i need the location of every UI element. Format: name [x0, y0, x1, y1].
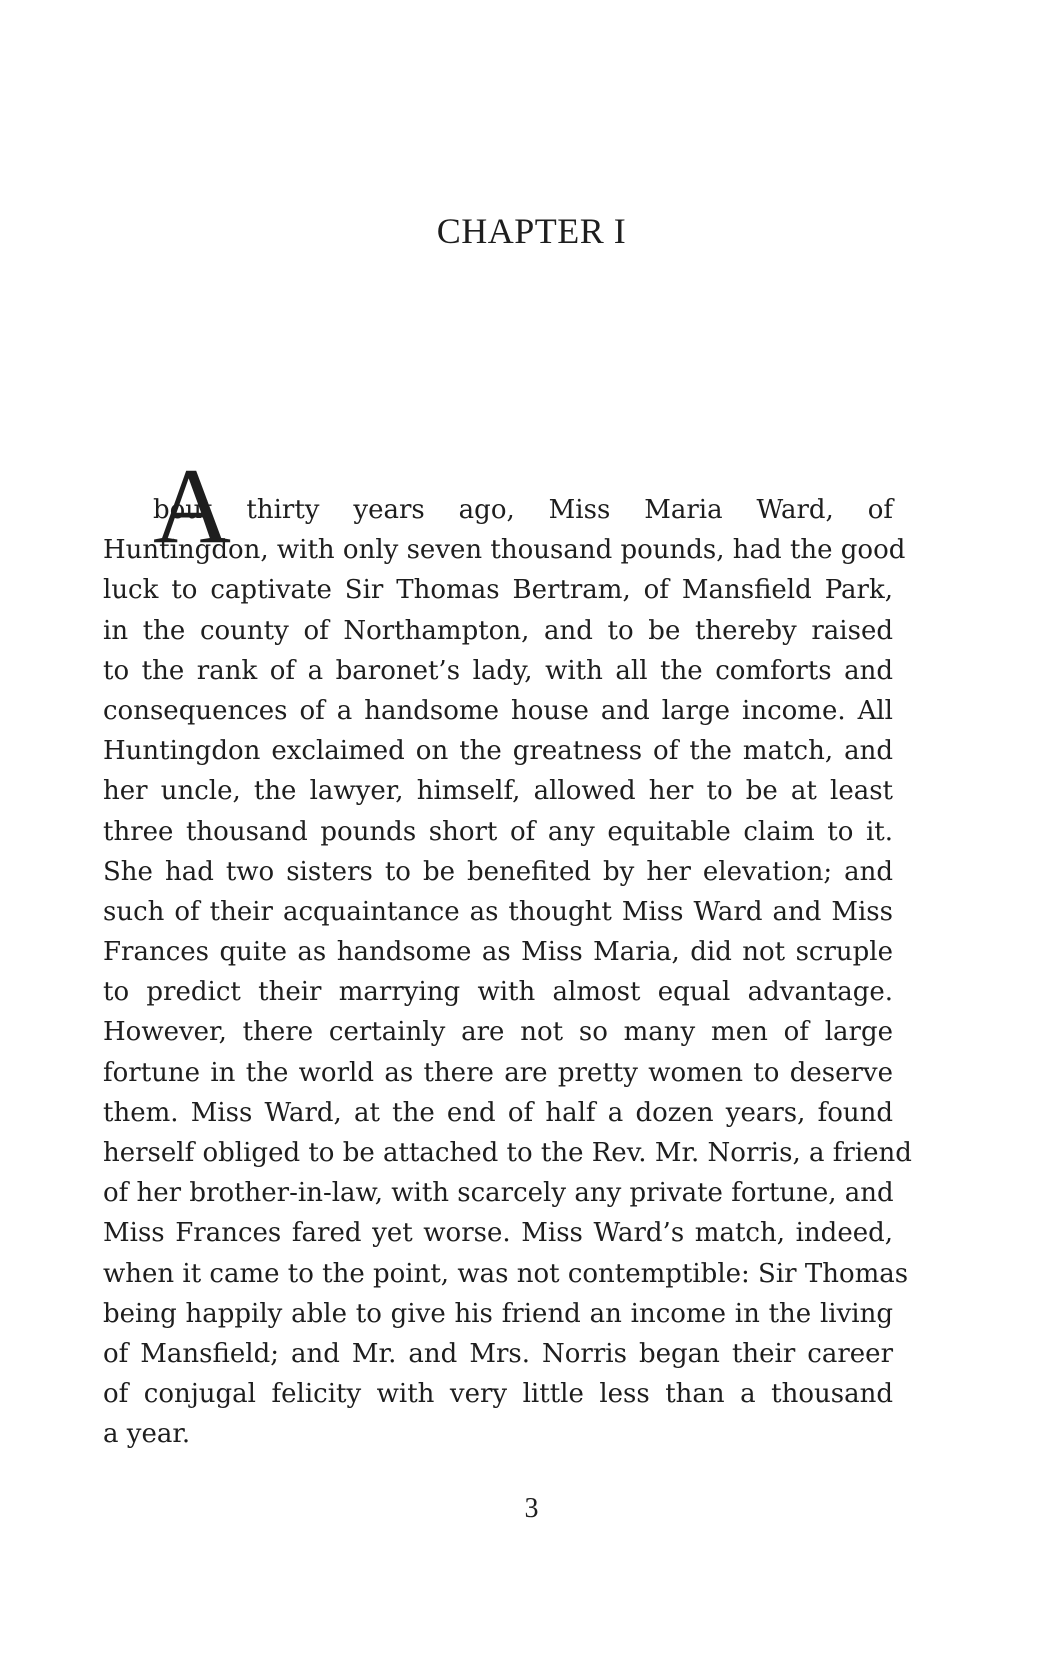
text-line: bout thirty years ago, Miss Maria Ward, of	[153, 495, 893, 525]
chapter-title: CHAPTER I	[436, 211, 627, 251]
text-line: Huntingdon, with only seven thousand pounds, had the good	[103, 535, 906, 566]
text-line: her uncle, the lawyer, himself, allowed her to be at least	[103, 776, 893, 807]
text-line: of her brother-in-law, with scarcely any private fortune, and	[103, 1178, 894, 1209]
text-line: luck to captivate Sir Thomas Bertram, of Mansfield Park,	[103, 575, 893, 606]
text-line: consequences of a handsome house and large income. All	[103, 695, 893, 726]
text-line: being happily able to give his friend an income in the living	[103, 1298, 893, 1329]
text-line: such of their acquaintance as thought Miss Ward and Miss	[103, 896, 893, 927]
text-line: of Mansfield; and Mr. and Mrs. Norris began their career	[103, 1338, 893, 1369]
text-line: to the rank of a baronet’s lady, with all the comforts and	[103, 655, 893, 686]
body-paragraph	[103, 447, 912, 1455]
text-line: Huntingdon exclaimed on the greatness of the match, and	[103, 736, 893, 767]
text-line: them. Miss Ward, at the end of half a dozen years, found	[103, 1097, 893, 1128]
page-number: 3	[524, 1493, 539, 1524]
text-line: to predict their marrying with almost equal advantage.	[103, 977, 893, 1008]
text-line: Miss Frances fared yet worse. Miss Ward’s match, indeed,	[103, 1218, 893, 1249]
text-line: fortune in the world as there are pretty women to deserve	[103, 1057, 893, 1088]
text-line: herself obliged to be attached to the Rev. Mr. Norris, a friend	[103, 1138, 912, 1168]
text-line: in the county of Northampton, and to be thereby raised	[103, 615, 893, 646]
text-line: of conjugal felicity with very little less than a thousand	[103, 1379, 893, 1410]
text-line: a year.	[103, 1419, 191, 1450]
text-line: She had two sisters to be benefited by her elevation; and	[103, 856, 893, 887]
text-line: However, there certainly are not so many men of large	[103, 1017, 893, 1048]
text-line: when it came to the point, was not contemptible: Sir Thomas	[103, 1258, 909, 1289]
text-line: Frances quite as handsome as Miss Maria, did not scruple	[103, 937, 893, 968]
drop-cap-letter: A	[153, 447, 231, 566]
text-line: three thousand pounds short of any equitable claim to it.	[103, 816, 893, 847]
